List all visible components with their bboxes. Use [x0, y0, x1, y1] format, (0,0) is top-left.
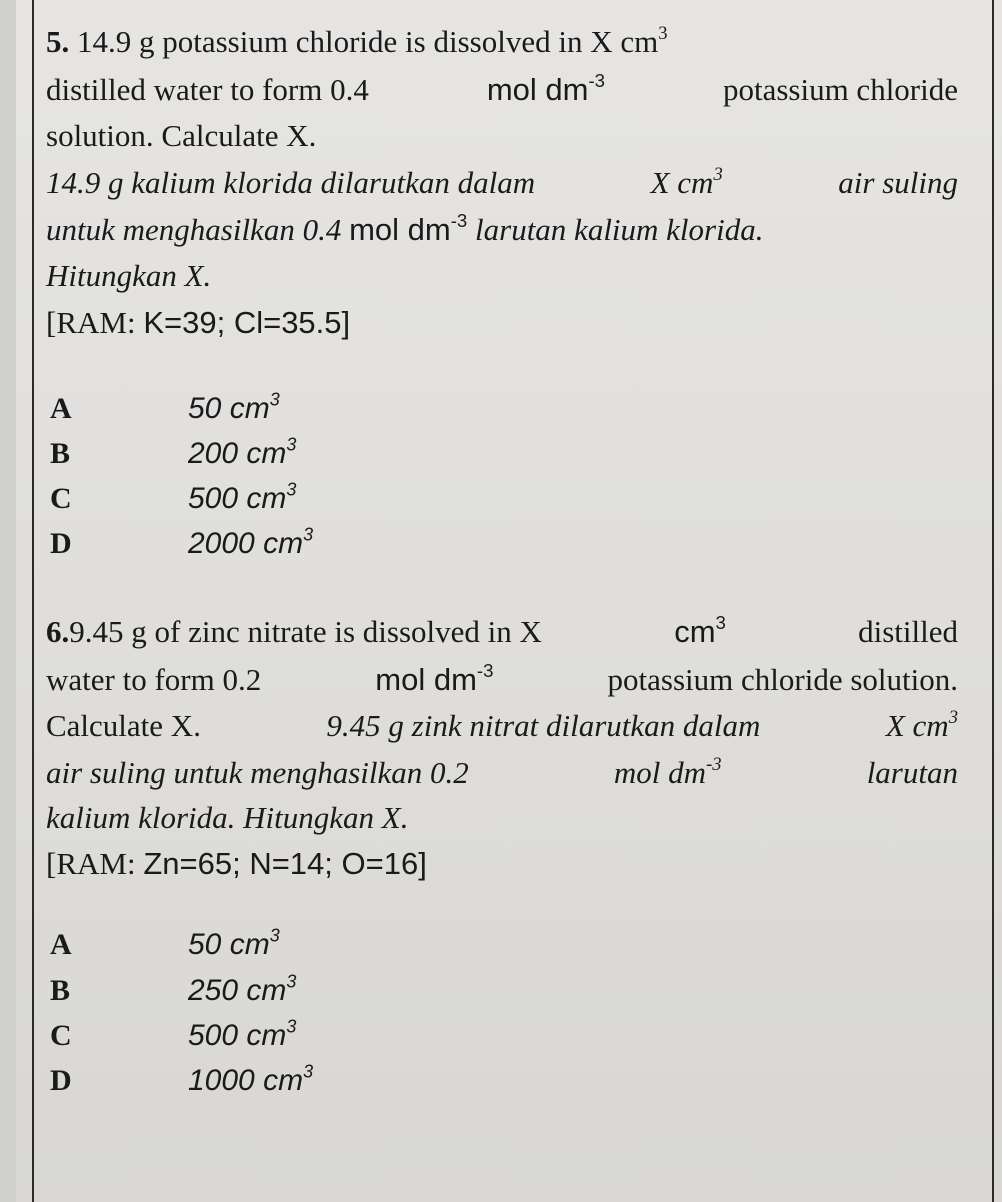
- q6-en-line-2: water to form 0.2 mol $dm^{-3}$ potassium chloride solution.: [46, 659, 958, 697]
- q5-en-line-3: solution. Calculate X.: [46, 118, 317, 153]
- q6-ms-line-5: kalium klorida. Hitungkan X.: [46, 800, 409, 835]
- q5-ram: [RAM: K=39; Cl=35.5]: [46, 305, 351, 340]
- q6-ms-line-4: air suling untuk menghasilkan 0.2 mol $dm^{-3}$ larutan: [46, 753, 958, 790]
- q5-ms-line-3: Hitungkan X.: [46, 258, 212, 293]
- q5-en-line-2: distilled water to form 0.4 mol $dm^{-3}$ potassium chloride: [46, 69, 958, 107]
- q5-ms-line-1: 14.9 g kalium klorida dilarutkan dalam X $cm^3$ air suling: [46, 163, 958, 200]
- q6-ram: [RAM: Zn=65; N=14; O=16]: [46, 846, 427, 881]
- q5-ms-line-2: untuk menghasilkan 0.4 mol $dm^{-3}$ larutan kalium klorida.: [46, 209, 764, 247]
- worksheet-page: 5. 14.9 g potassium chloride is dissolved in X $cm^3$ distilled water to form 0.4 mol $dm^{-3}$ potassium chloride solution. Calculate X. 14.9 g kalium klorida dilarutkan dalam X $cm^3$ air suling untuk menghasilkan 0.4 mol $dm^{-3}$ larutan kalium klorida. Hitungkan X. [RAM: K=39; Cl=35.5] A 50 $cm^3$ B 200 $cm^3$ C 500 $cm^3$ D 2000 $cm^3$ 6.9.45 g of zinc nitrate is dissolved in X $cm^3$ distilled water to form 0.2 mol $dm^{-3}$ potassium chloride solution. Calculate X. 9.45 g zink nitrat dilarutkan dalam X $cm^3$ air suling untuk menghasilkan 0.2 mol $dm^{-3}$ larutan kalium klorida. Hitungkan X. [RAM: Zn=65; N=14; O=16] A 50 $cm^3$ B 250 $cm^3$ C 500 $cm^3$ D 1000 $cm^3$: [16, 0, 1002, 1202]
- q6-en-line-1: 6.9.45 g of zinc nitrate is dissolved in X $cm^3$ distilled: [46, 611, 958, 649]
- q5-en-line-1: 5. 14.9 g potassium chloride is dissolved in X $cm^3$: [46, 22, 668, 59]
- q6-line-3: Calculate X. 9.45 g zink nitrat dilarutkan dalam X $cm^3$: [46, 706, 958, 743]
